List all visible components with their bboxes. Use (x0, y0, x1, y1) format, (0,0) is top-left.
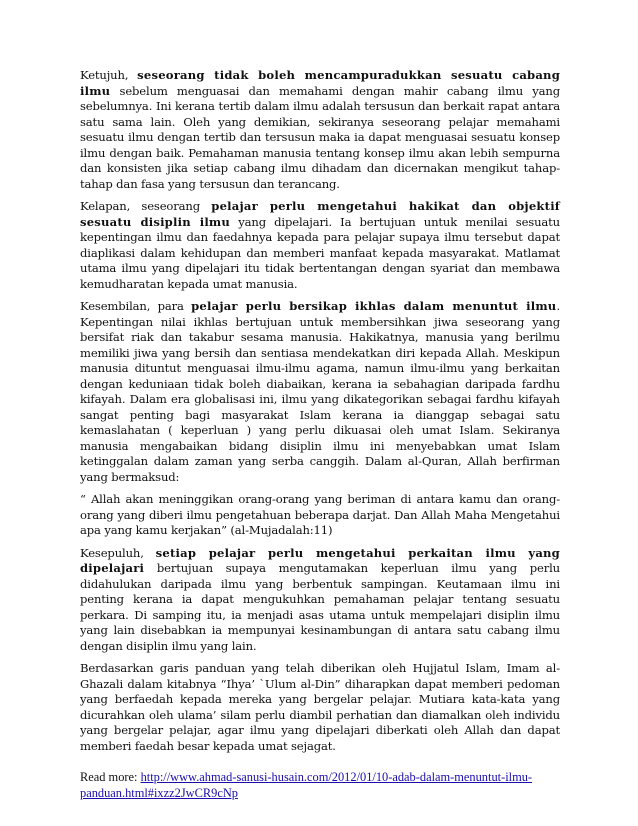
paragraph-lead: Kelapan, seseorang (80, 199, 212, 213)
paragraph-body: yang dipelajari. Ia bertujuan untuk menilai sesuatu kepentingan ilmu dan faedahnya kepada para pelajar supaya ilmu tersebut dapat diaplikasi dalam kehidupan dan memberi manfaat kepada masyarakat. Matlamat utama ilmu yang dipelajari itu tidak bertentangan dengan syariat dan membawa kemudharatan kepada umat manusia. (80, 214, 560, 291)
read-more-label: Read more: (80, 770, 141, 784)
paragraph-lead: Kesepuluh, (80, 545, 156, 560)
paragraph-emphasis: pelajar perlu bersikap ikhlas dalam menuntut ilmu (191, 299, 557, 313)
paragraph-emphasis: pelajar perlu mengetahui hakikat dan objektif sesuatu disiplin ilmu (80, 199, 560, 229)
paragraph-emphasis: setiap pelajar perlu mengetahui perkaitan ilmu yang dipelajari (80, 545, 560, 575)
read-more-link[interactable]: http://www.ahmad-sanusi-husain.com/2012/01/10-adab-dalam-menuntut-ilmu-panduan.html#ixzz2JwCR9cNp (80, 770, 533, 800)
paragraph-conclusion (80, 661, 560, 754)
read-more (80, 770, 560, 801)
paragraph-ketujuh (80, 68, 560, 192)
quote-text: “ Allah akan meninggikan orang-orang yang beriman di antara kamu dan orang-orang yang diberi ilmu pengetahuan beberapa darjat. Dan Allah Maha Mengetahui apa yang kamu kerjakan” (al-Mujadalah:11) (80, 492, 560, 537)
paragraph-kelapan (80, 199, 560, 292)
paragraph-kesembilan (80, 299, 560, 485)
paragraph-body: . Kepentingan nilai ikhlas bertujuan untuk membersihkan jiwa seseorang yang bersifat riak dan takabur sesama manusia. Hakikatnya, manusia yang berilmu memiliki jiwa yang bersih dan sentiasa mendekatkan diri kepada Allah. Meskipun manusia dituntut menguasai ilmu-ilmu agama, namun ilmu-ilmu yang berkaitan dengan keduniaan tidak boleh diabaikan, kerana ia sebahagian daripada fardhu kifayah. Dalam era globalisasi ini, ilmu yang dikategorikan sebagai fardhu kifayah sangat penting bagi masyarakat Islam kerana ia dianggap sebagai satu kemaslahatan ( keperluan ) yang perlu dikuasai oleh umat Islam. Sekiranya manusia mengabaikan bidang disiplin ilmu ini menyebabkan umat Islam ketinggalan dalam zaman yang serba canggih. Dalam al-Quran, Allah berfirman yang bermaksud: (80, 299, 560, 484)
quran-quote (80, 492, 560, 539)
paragraph-body: bertujuan supaya mengutamakan keperluan ilmu yang perlu didahulukan daripada ilmu yang berbentuk sampingan. Keutamaan ilmu ini penting kerana ia dapat mengukuhkan pemahaman pelajar tentang sesuatu perkara. Di samping itu, ia menjadi asas utama untuk mempelajari disiplin ilmu yang lain disebabkan ia mempunyai kesinambungan di antara satu cabang ilmu dengan disiplin ilmu yang lain. (80, 561, 560, 653)
paragraph-body: Berdasarkan garis panduan yang telah diberikan oleh Hujjatul Islam, Imam al-Ghazali dalam kitabnya “Ihya’ `Ulum al-Din” diharapkan dapat memberi pedoman yang berfaedah kepada mereka yang bergelar pelajar. Mutiara kata-kata yang dicurahkan oleh ulama’ silam perlu diambil perhatian dan diamalkan oleh individu yang bergelar pelajar, agar ilmu yang dipelajari diberkati oleh Allah dan dapat memberi faedah besar kepada umat sejagat. (80, 661, 560, 753)
paragraph-emphasis: seseorang tidak boleh mencampuradukkan sesuatu cabang ilmu (80, 68, 560, 98)
paragraph-body: sebelum menguasai dan memahami dengan mahir cabang ilmu yang sebelumnya. Ini kerana tertib dalam ilmu adalah tersusun dan berkait rapat antara satu sama lain. Oleh yang demikian, sekiranya seseorang pelajar memahami sesuatu ilmu dengan tertib dan tersusun maka ia dapat menguasai sesuatu konsep ilmu dengan baik. Pemahaman manusia tentang konsep ilmu akan lebih sempurna dan konsisten jika setiap cabang ilmu dihadam dan dicernakan mengikut tahap-tahap dan fasa yang tersusun dan terancang. (80, 83, 560, 191)
paragraph-kesepuluh (80, 546, 560, 655)
paragraph-lead: Kesembilan, para (80, 299, 192, 313)
paragraph-lead: Ketujuh, (80, 68, 138, 82)
document-page (80, 68, 560, 801)
